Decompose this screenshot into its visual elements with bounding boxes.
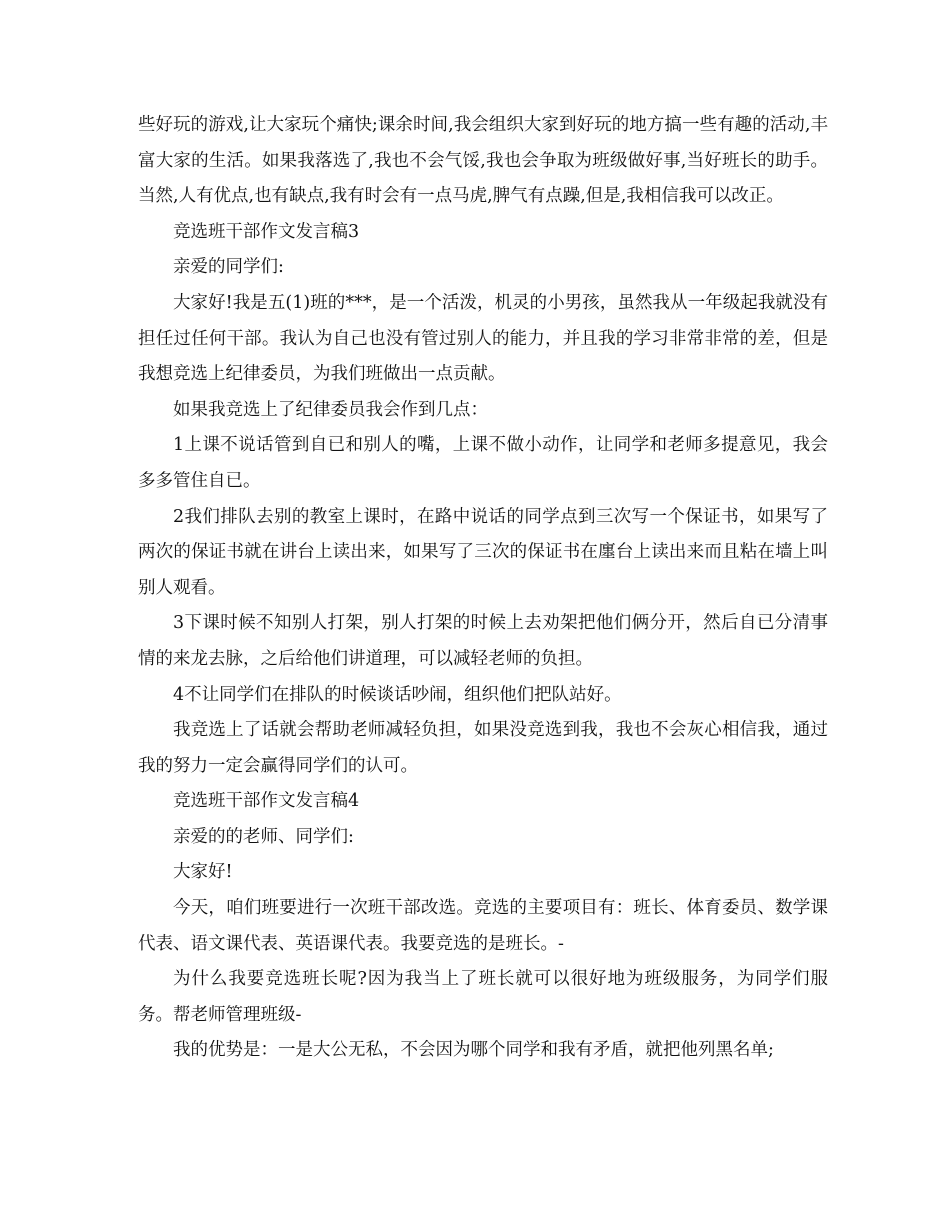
paragraph-continuation: 些好玩的游戏,让大家玩个痛快;课余时间,我会组织大家到好玩的地方搞一些有趣的活动,丰富大家的生活。如果我落选了,我也不会气馁,我也会争取为班级做好事,当好班长的助手。当然,人有优点,也有缺点,我有时会有一点马虎,脾气有点躁,但是,我相信我可以改正。: [138, 115, 828, 207]
paragraph: 今天，咱们班要进行一次班干部改选。竞选的主要项目有：班长、体育委员、数学课代表、语文课代表、英语课代表。我要竞选的是班长。-: [138, 898, 828, 954]
paragraph: 我的优势是：一是大公无私，不会因为哪个同学和我有矛盾，就把他列黑名单;: [173, 1040, 774, 1061]
list-item: 4不让同学们在排队的时候谈话吵闹，组织他们把队站好。: [173, 684, 622, 705]
document-page: [138, 108, 828, 1069]
paragraph: 为什么我要竞选班长呢?因为我当上了班长就可以很好地为班级服务，为同学们服务。帮老师管理班级-: [138, 969, 828, 1025]
paragraph: 我竞选上了话就会帮助老师减轻负担，如果没竞选到我，我也不会灰心相信我，通过我的努力一定会赢得同学们的认可。: [138, 720, 828, 776]
salutation: 亲爱的的老师、同学们:: [173, 826, 354, 847]
greeting: 大家好!: [173, 862, 233, 883]
list-item: 1上课不说话管到自已和别人的嘴，上课不做小动作，让同学和老师多提意见，我会多多管住自已。: [138, 435, 828, 491]
section-heading-4: 竞选班干部作文发言稿4: [173, 791, 360, 812]
list-item: 2我们排队去别的教室上课时，在路中说话的同学点到三次写一个保证书，如果写了两次的保证书就在讲台上读出来，如果写了三次的保证书在廛台上读出来而且粘在墙上叫别人观看。: [138, 506, 828, 598]
paragraph: 如果我竞选上了纪律委员我会作到几点：: [173, 399, 488, 420]
list-item: 3下课时候不知别人打架，别人打架的时候上去劝架把他们俩分开，然后自已分清事情的来龙去脉，之后给他们讲道理，可以减轻老师的负担。: [138, 613, 828, 669]
paragraph: 大家好!我是五(1)班的***，是一个活泼，机灵的小男孩，虽然我从一年级起我就没有担任过任何干部。我认为自己也没有管过别人的能力，并且我的学习非常非常的差，但是我想竞选上纪律委员，为我们班做出一点贡献。: [138, 292, 828, 385]
section-heading-3: 竞选班干部作文发言稿3: [173, 221, 360, 242]
salutation: 亲爱的同学们:: [173, 257, 284, 278]
